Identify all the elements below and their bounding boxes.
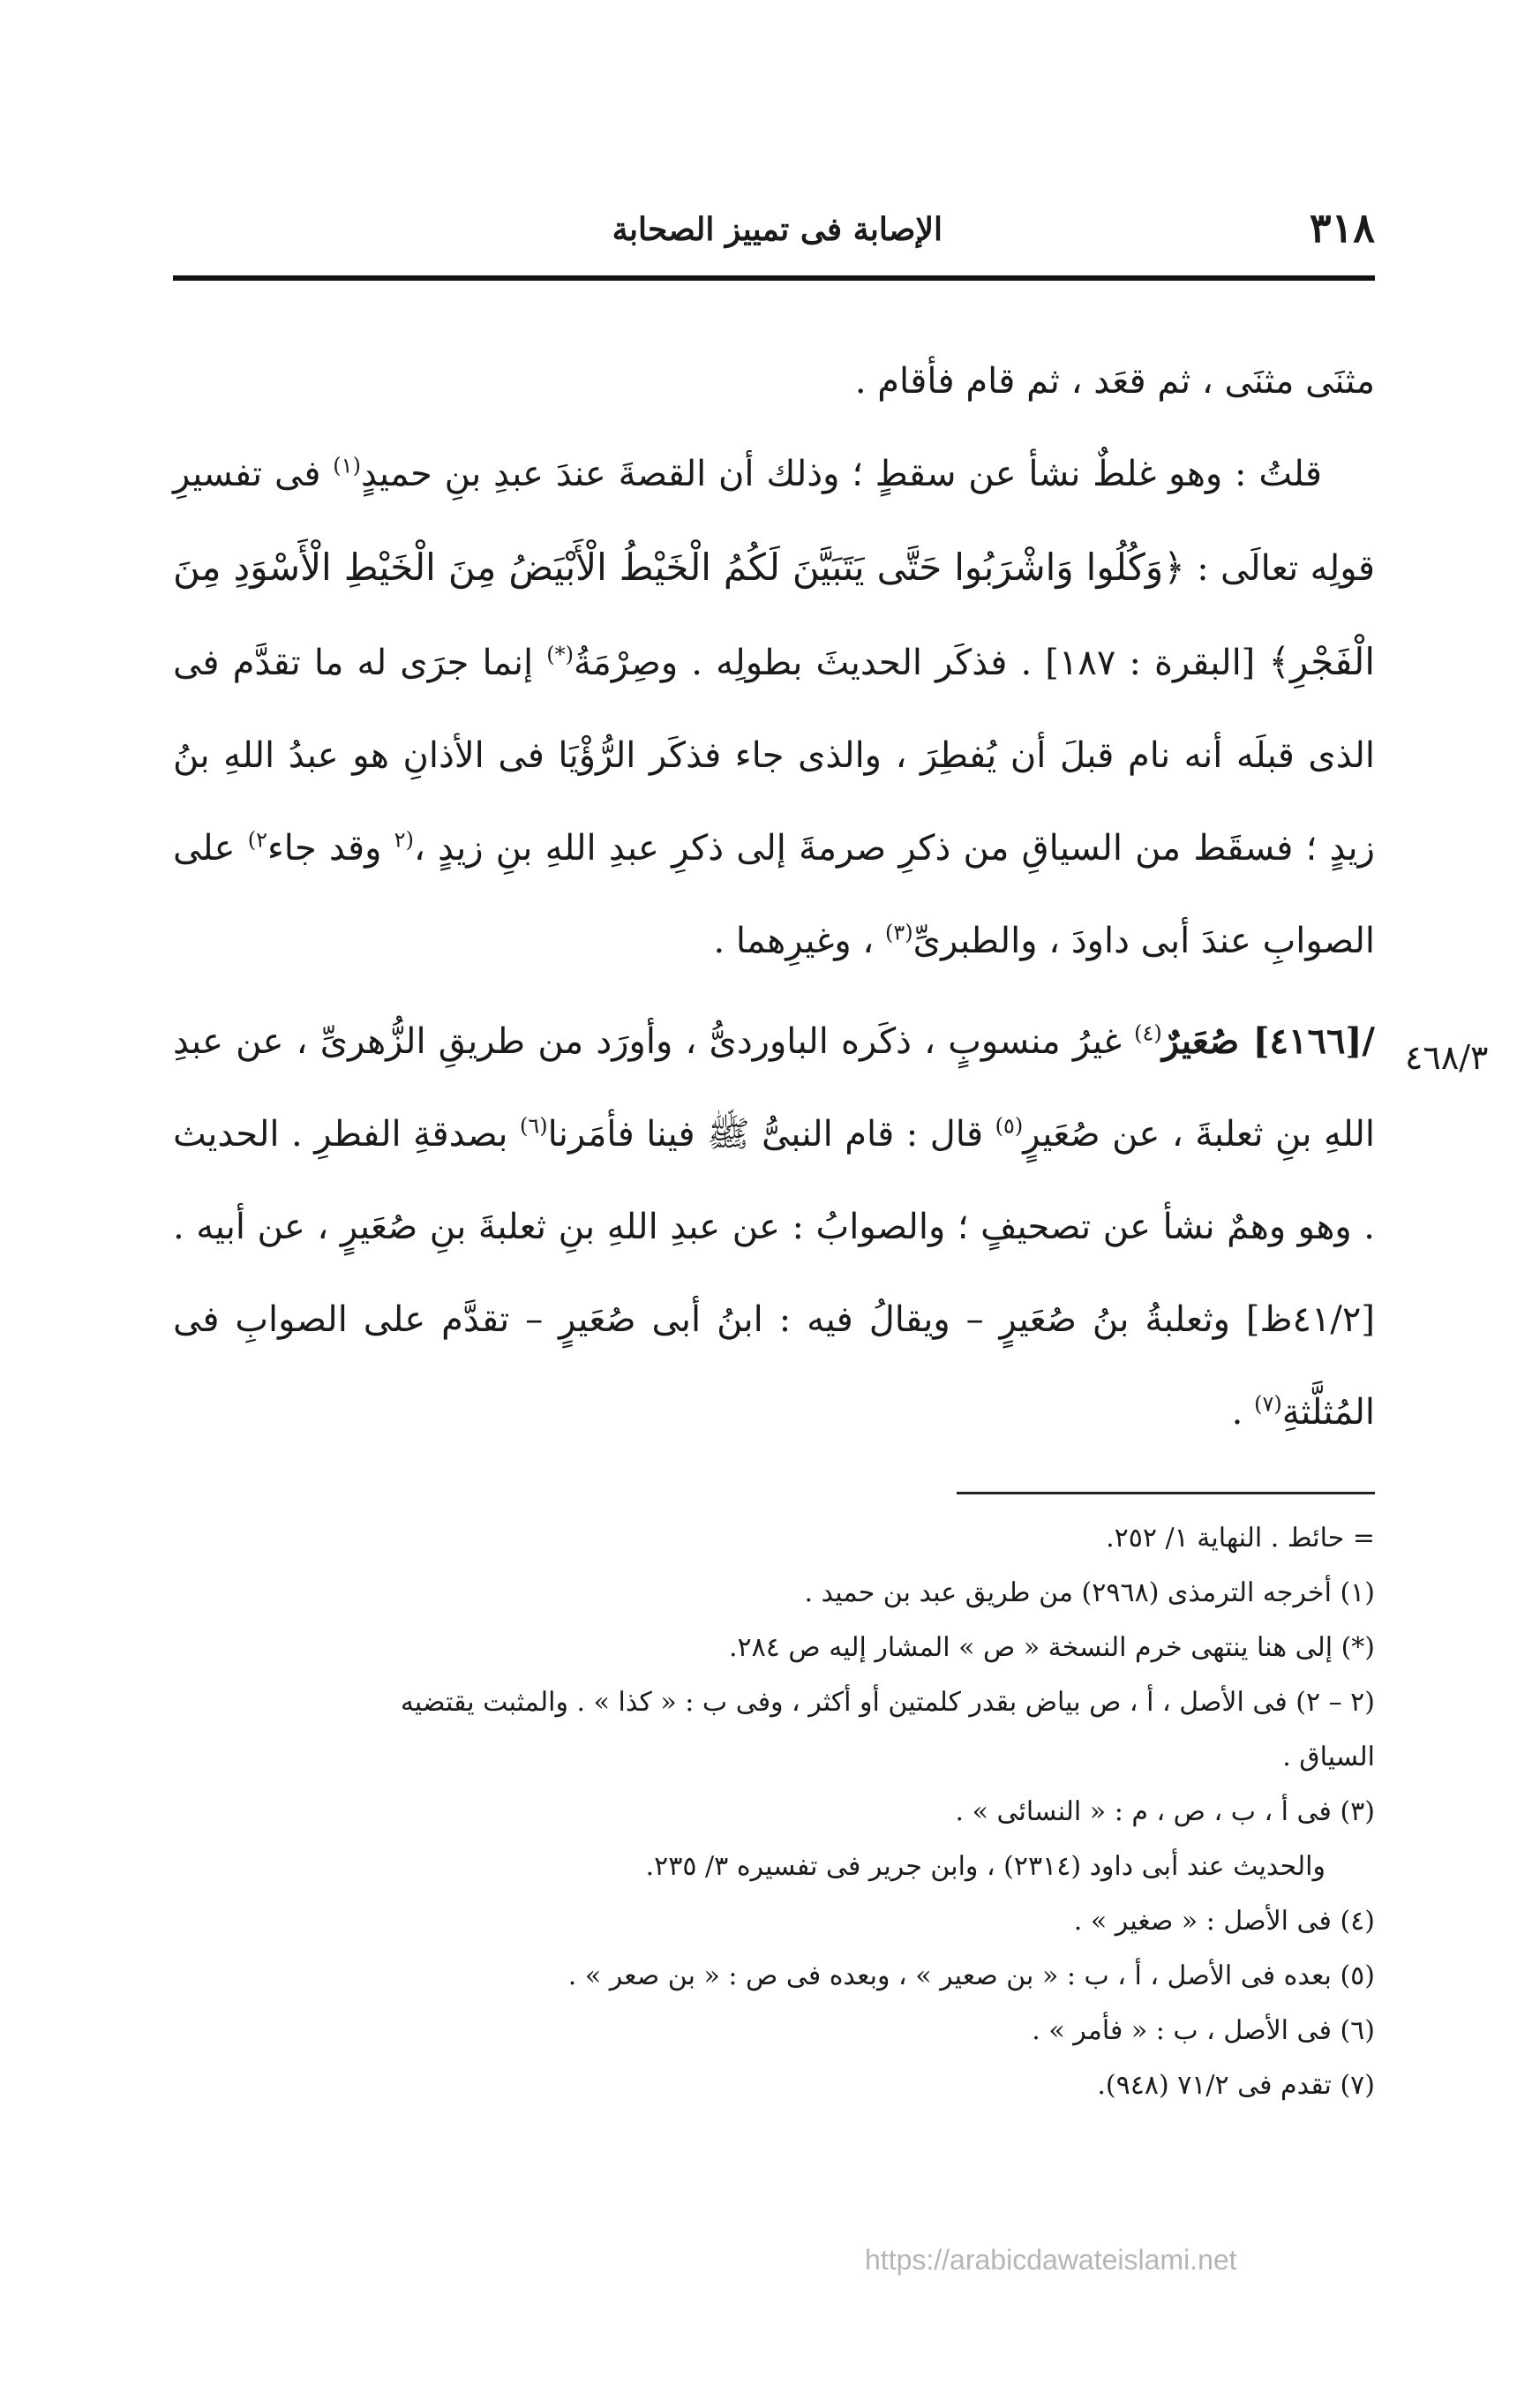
footnote-marker: (*) bbox=[546, 642, 574, 667]
paragraph-3-entry bbox=[173, 995, 1375, 1459]
text-span: ، وغيرِهما . bbox=[713, 921, 885, 961]
footnote-marker: (٧) bbox=[1254, 1391, 1282, 1417]
header-rule bbox=[173, 275, 1375, 281]
footnote-marker: ٢) bbox=[247, 827, 267, 853]
text-span: غيرُ منسوبٍ ، ذكَره الباوردىُّ ، وأورَد من طريقِ الزُّهرىِّ ، عن عبدِ اللهِ بنِ ثعلبةَ ، عن صُعَيرٍ bbox=[173, 1021, 1376, 1155]
text-span: . bbox=[1231, 1392, 1255, 1433]
footnote-marker: (٤) bbox=[1134, 1020, 1162, 1046]
text-span: على الصوابِ عندَ أبى داودَ ، والطبرىِّ bbox=[173, 828, 1375, 961]
footnote-marker: (٣) bbox=[885, 920, 913, 945]
footnote-separator bbox=[957, 1492, 1375, 1494]
footnote-7: (٧) تقدم فى ٧١/٢ (٩٤٨). bbox=[1097, 2070, 1375, 2101]
text-span: قلتُ : وهو غلطٌ نشأ عن سقطٍ ؛ وذلك أن القصةَ عندَ عبدِ بنِ حميدٍ bbox=[360, 454, 1322, 494]
running-title: الإصابة فى تمييز الصحابة bbox=[612, 211, 942, 248]
footnote-marker: (٥) bbox=[995, 1113, 1024, 1139]
paragraph-2 bbox=[173, 428, 1375, 988]
footnote-continuation: = حائط . النهاية ١/ ٢٥٢. bbox=[1106, 1523, 1375, 1554]
text-span: إنما جرَى له ما تقدَّم فى الذى قبلَه أنه نام قبلَ أن يُفطِرَ ، والذى جاء فذكَر الرُّؤْيَا فى الأذانِ هو عبدُ اللهِ بنُ زيدٍ ؛ فسقَط من السياقِ من ذكرِ صرمةَ إلى ذكرِ عبدِ اللهِ بنِ زيدٍ ، bbox=[173, 643, 1376, 869]
page-header bbox=[173, 201, 1375, 254]
footnote-5: (٥) بعده فى الأصل ، أ ، ب : « بن صعير » ، وبعده فى ص : « بن صعر » . bbox=[567, 1960, 1375, 1991]
text-span: فى تفسيرِ قولِه تعالَى : bbox=[173, 454, 1375, 589]
footnote-marker: (٦) bbox=[519, 1113, 548, 1139]
footnote-3-continued: والحديث عند أبى داود (٢٣١٤) ، وابن جرير فى تفسيره ٣/ ٢٣٥. bbox=[645, 1851, 1325, 1882]
footnote-2: (٢ – ٢) فى الأصل ، أ ، ص بياض بقدر كلمتين أو أكثر ، وفى ب : « كذا » . والمثبت يقتضيه السياق . bbox=[400, 1687, 1375, 1772]
text-span: وقد جاء bbox=[267, 828, 394, 869]
text-span: [البقرة : ١٨٧] . فذكَر الحديثَ بطولِه . وصِرْمَةُ bbox=[573, 643, 1269, 683]
footnote-marker: (٢ bbox=[394, 827, 414, 853]
footnote-marker: (١) bbox=[333, 453, 361, 478]
margin-reference: ٤٦٨/٣ bbox=[1405, 1038, 1489, 1077]
footnote-star: (*) إلى هنا ينتهى خرم النسخة « ص » المشار إليه ص ٢٨٤. bbox=[729, 1632, 1375, 1663]
paragraph-1: مثنَى مثنَى ، ثم قعَد ، ثم قام فأقام . bbox=[854, 361, 1375, 402]
text-span: قال : قام النبىُّ ﷺ فينا فأمَرنا bbox=[547, 1114, 995, 1155]
footnote-3: (٣) فى أ ، ب ، ص ، م : « النسائى » . bbox=[955, 1796, 1375, 1827]
footnote-1: (١) أخرجه الترمذى (٢٩٦٨) من طريق عبد بن حميد . bbox=[804, 1577, 1375, 1608]
footnotes bbox=[335, 1511, 1375, 2113]
footnote-6: (٦) فى الأصل ، ب : « فأمر » . bbox=[1032, 2015, 1375, 2046]
page-number: ٣١٨ bbox=[1309, 204, 1375, 252]
footnote-4: (٤) فى الأصل : « صغير » . bbox=[1073, 1906, 1375, 1937]
text-span: بصدقةِ الفطرِ . الحديث . وهو وهمٌ نشأ عن تصحيفٍ ؛ والصوابُ : عن عبدِ اللهِ بنِ ثعلبةَ بنِ صُعَيرٍ ، عن أبيه . [٤١/٢ظ] وثعلبةُ بنُ صُعَيرٍ – ويقالُ فيه : ابنُ أبى صُعَيرٍ – تقدَّم على الصوابِ فى المُثلَّثةِ bbox=[173, 1114, 1375, 1433]
quran-verse: ﴿وَكُلُوا وَاشْرَبُوا حَتَّى يَتَبَيَّنَ لَكُمُ الْخَيْطُ الْأَبْيَضُ مِنَ الْخَيْطِ الْأَسْوَدِ مِنَ الْفَجْرِ﴾ bbox=[173, 546, 1376, 683]
main-text bbox=[173, 335, 1375, 1459]
entry-heading: /[٤١٦٦] صُعَيرٌ bbox=[1161, 1020, 1375, 1062]
watermark-url: https://arabicdawateislami.net bbox=[865, 2244, 1237, 2276]
